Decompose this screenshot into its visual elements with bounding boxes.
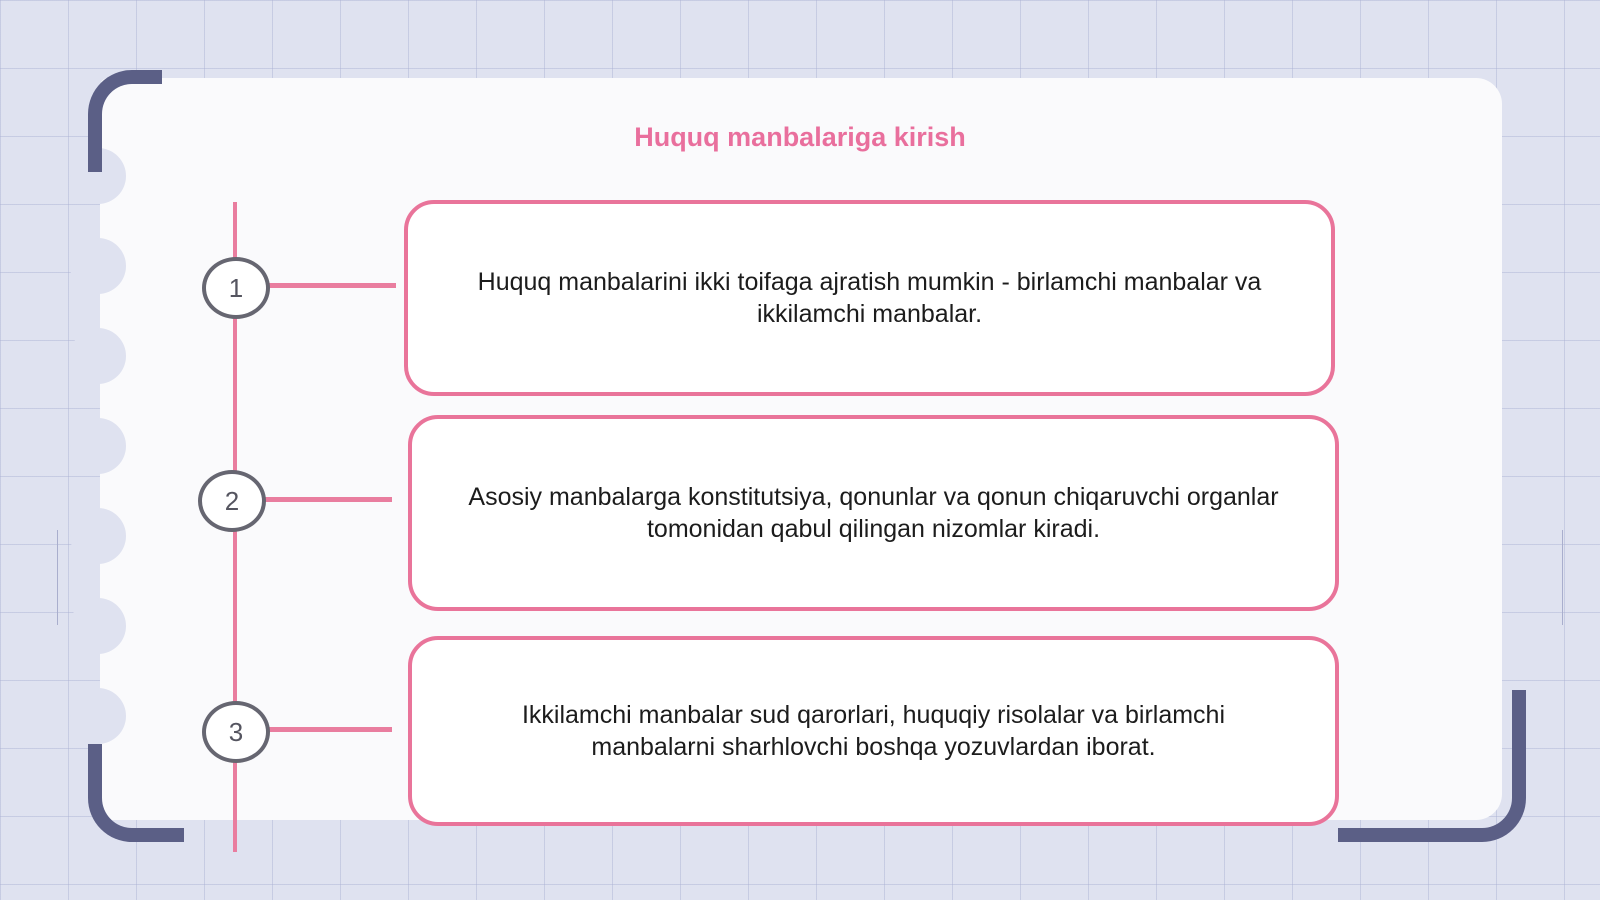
step-connector bbox=[264, 727, 392, 732]
frame-bracket-top-left bbox=[88, 70, 162, 172]
paper-scallop bbox=[70, 418, 126, 474]
frame-bracket-bottom-left bbox=[88, 744, 184, 842]
step-connector bbox=[264, 283, 396, 288]
step-card bbox=[408, 415, 1339, 611]
paper-scallop bbox=[70, 688, 126, 744]
step-number: 3 bbox=[228, 716, 244, 747]
paper-scallop bbox=[70, 508, 126, 564]
step-card bbox=[404, 200, 1335, 396]
step-card bbox=[408, 636, 1339, 826]
step-text: Asosiy manbalarga konstitutsiya, qonunlar va qonun chiqaruvchi organlar tomonidan qabul qilingan nizomlar kiradi. bbox=[468, 483, 1279, 543]
paper-scallop bbox=[70, 598, 126, 654]
step-number: 1 bbox=[228, 272, 244, 303]
step-connector bbox=[260, 497, 392, 502]
crosshair-tick bbox=[57, 530, 58, 625]
frame-bracket-bottom-right bbox=[1338, 690, 1526, 842]
step-text: Ikkilamchi manbalar sud qarorlari, huquqiy risolalar va birlamchi manbalarni sharhlovchi boshqa yozuvlardan iborat. bbox=[521, 701, 1226, 761]
step-number: 2 bbox=[224, 485, 240, 516]
crosshair-tick bbox=[1562, 530, 1563, 625]
paper-scallop bbox=[70, 328, 126, 384]
step-number-circle bbox=[198, 470, 266, 532]
step-text: Huquq manbalarini ikki toifaga ajratish mumkin - birlamchi manbalar va ikkilamchi manbalar. bbox=[477, 268, 1262, 328]
slide-title: Huquq manbalariga kirish bbox=[634, 122, 966, 152]
paper-scallop bbox=[70, 238, 126, 294]
step-number-circle bbox=[202, 701, 270, 763]
step-number-circle bbox=[202, 257, 270, 319]
